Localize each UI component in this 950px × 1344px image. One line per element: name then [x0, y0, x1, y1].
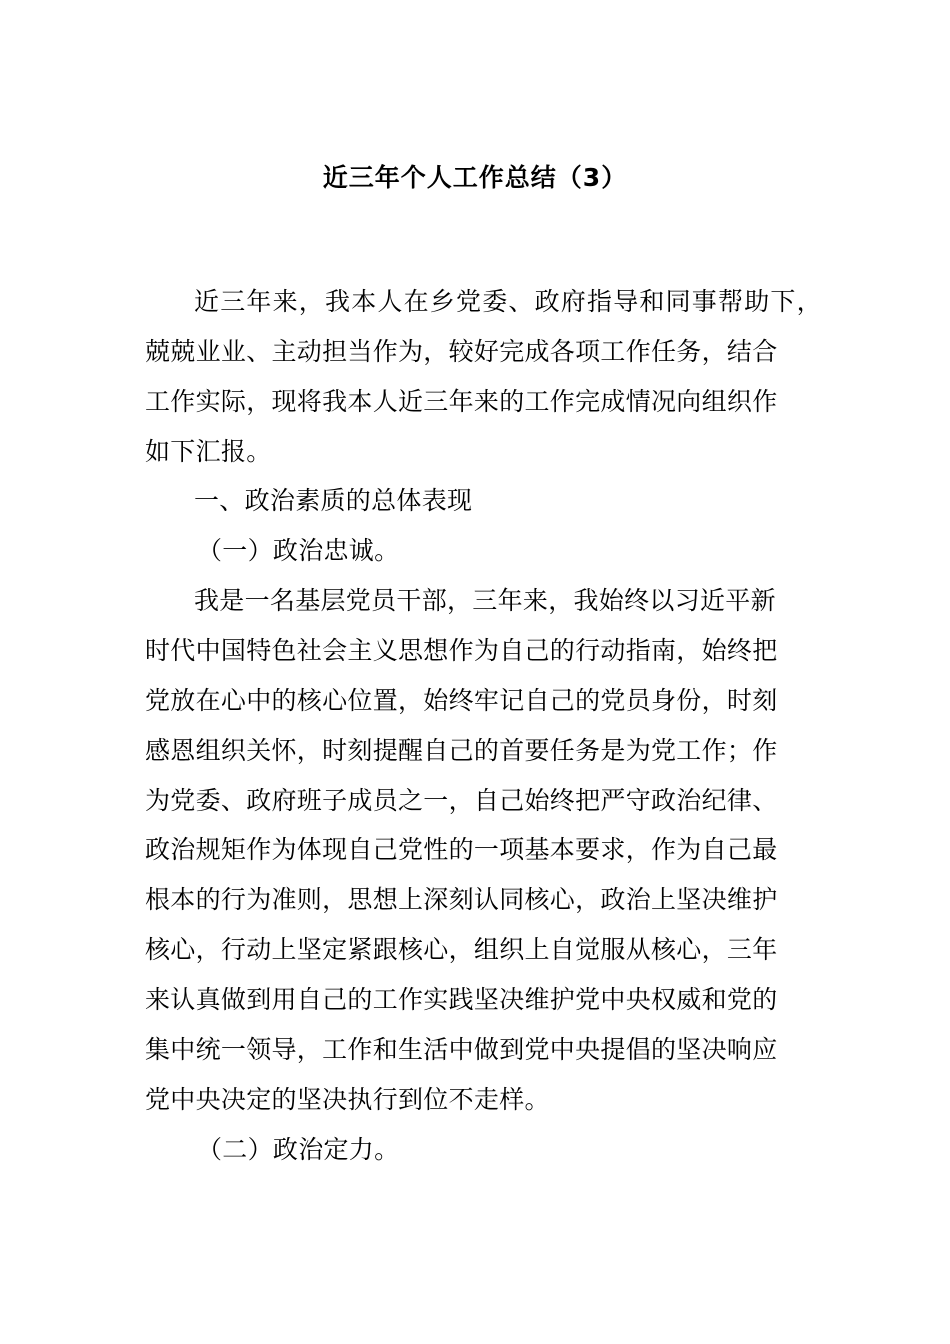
section-heading: 一、政治素质的总体表现 — [194, 486, 473, 515]
paragraph-line: 集中统一领导，工作和生活中做到党中央提倡的坚决响应 — [145, 1035, 778, 1064]
paragraph-line: 党中央决定的坚决执行到位不走样。 — [145, 1085, 550, 1114]
subsection-heading: （一）政治忠诚。 — [197, 536, 400, 565]
paragraph-line: 我是一名基层党员干部，三年来，我始终以习近平新 — [194, 586, 776, 615]
paragraph-line: 根本的行为准则，思想上深刻认同核心，政治上坚决维护 — [145, 885, 778, 914]
paragraph-line: 时代中国特色社会主义思想作为自己的行动指南，始终把 — [145, 636, 778, 665]
paragraph-line: 工作实际，现将我本人近三年来的工作完成情况向组织作 — [145, 387, 778, 416]
paragraph-line: 为党委、政府班子成员之一，自己始终把严守政治纪律、 — [145, 786, 778, 815]
paragraph-line: 核心，行动上坚定紧跟核心，组织上自觉服从核心，三年 — [145, 935, 778, 964]
paragraph-line: 来认真做到用自己的工作实践坚决维护党中央权威和党的 — [145, 985, 778, 1014]
paragraph-line: 兢兢业业、主动担当作为，较好完成各项工作任务，结合 — [145, 337, 778, 366]
paragraph-line: 政治规矩作为体现自己党性的一项基本要求，作为自己最 — [145, 835, 778, 864]
paragraph-line: 党放在心中的核心位置，始终牢记自己的党员身份，时刻 — [145, 686, 778, 715]
paragraph-line: 如下汇报。 — [145, 437, 272, 466]
paragraph-line: 近三年来，我本人在乡党委、政府指导和同事帮助下， — [194, 287, 823, 316]
document-title: 近三年个人工作总结（3） — [322, 163, 628, 192]
subsection-heading: （二）政治定力。 — [197, 1135, 400, 1164]
paragraph-line: 感恩组织关怀，时刻提醒自己的首要任务是为党工作；作 — [145, 736, 778, 765]
